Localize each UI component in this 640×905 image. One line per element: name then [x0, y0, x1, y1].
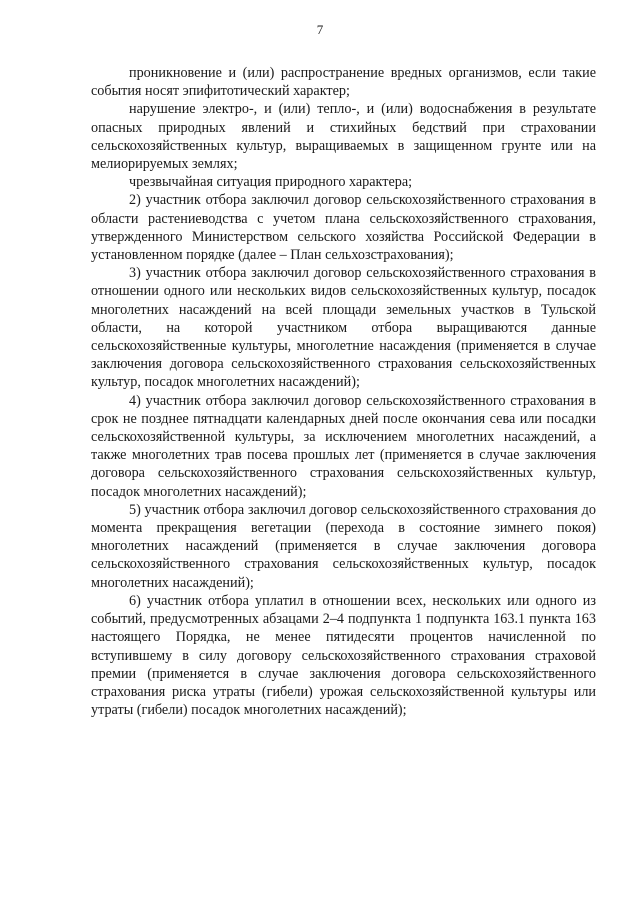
document-body — [91, 64, 596, 719]
paragraph-item-3: 3) участник отбора заключил договор сельскохозяйственного страхования в отношении одного или нескольких видов сельскохозяйственных культур, посадок многолетних насаждений на всей площади земельных участков в Тульской области, на которой участником отбора выращиваются данные сельскохозяйственные культуры, многолетние насаждения (применяется в случае заключения договора сельскохозяйственного страхования сельскохозяйственных культур, посадок многолетних насаждений); — [91, 265, 596, 391]
paragraph-item-2: 2) участник отбора заключил договор сельскохозяйственного страхования в области растениеводства с учетом плана сельскохозяйственного страхования, утвержденного Министерством сельского хозяйства Российской Федерации в установленном порядке (далее – План сельхозстрахования); — [91, 192, 596, 264]
paragraph-item-4: 4) участник отбора заключил договор сельскохозяйственного страхования в срок не позднее пятнадцати календарных дней после окончания сева или посадки сельскохозяйственной культуры, за исключением многолетних насаждений, а также многолетних трав посева прошлых лет (применяется в случае заключения договора сельскохозяйственного страхования сельскохозяйственных культур, посадок многолетних насаждений); — [91, 392, 596, 500]
paragraph-item-6: 6) участник отбора уплатил в отношении всех, нескольких или одного из событий, предусмотренных абзацами 2–4 подпункта 1 подпункта 163.1 пункта 163 настоящего Порядка, не менее пятидесяти процентов начисленной по вступившему в силу договору сельскохозяйственного страхования страховой премии (применяется в случае заключения договора сельскохозяйственного страхования риска утраты (гибели) урожая сельскохозяйственной культуры или утраты (гибели) посадок многолетних насаждений); — [91, 592, 596, 719]
paragraph-utilities-disruption: нарушение электро-, и (или) тепло-, и (или) водоснабжения в результате опасных природных явлений и стихийных бедствий при страховании сельскохозяйственных культур, выращиваемых в защищенном грунте или на мелиорируемых землях; — [91, 101, 596, 173]
paragraph-natural-emergency: чрезвычайная ситуация природного характера; — [129, 174, 413, 191]
paragraph-item-5: 5) участник отбора заключил договор сельскохозяйственного страхования до момента прекращения вегетации (перехода в состояние зимнего покоя) многолетних насаждений (применяется в случае заключения договора сельскохозяйственного страхования сельскохозяйственных культур, посадок многолетних насаждений); — [91, 501, 596, 591]
page-number: 7 — [316, 22, 324, 37]
paragraph-pests: проникновение и (или) распространение вредных организмов, если такие события носят эпифитотический характер; — [91, 65, 596, 100]
